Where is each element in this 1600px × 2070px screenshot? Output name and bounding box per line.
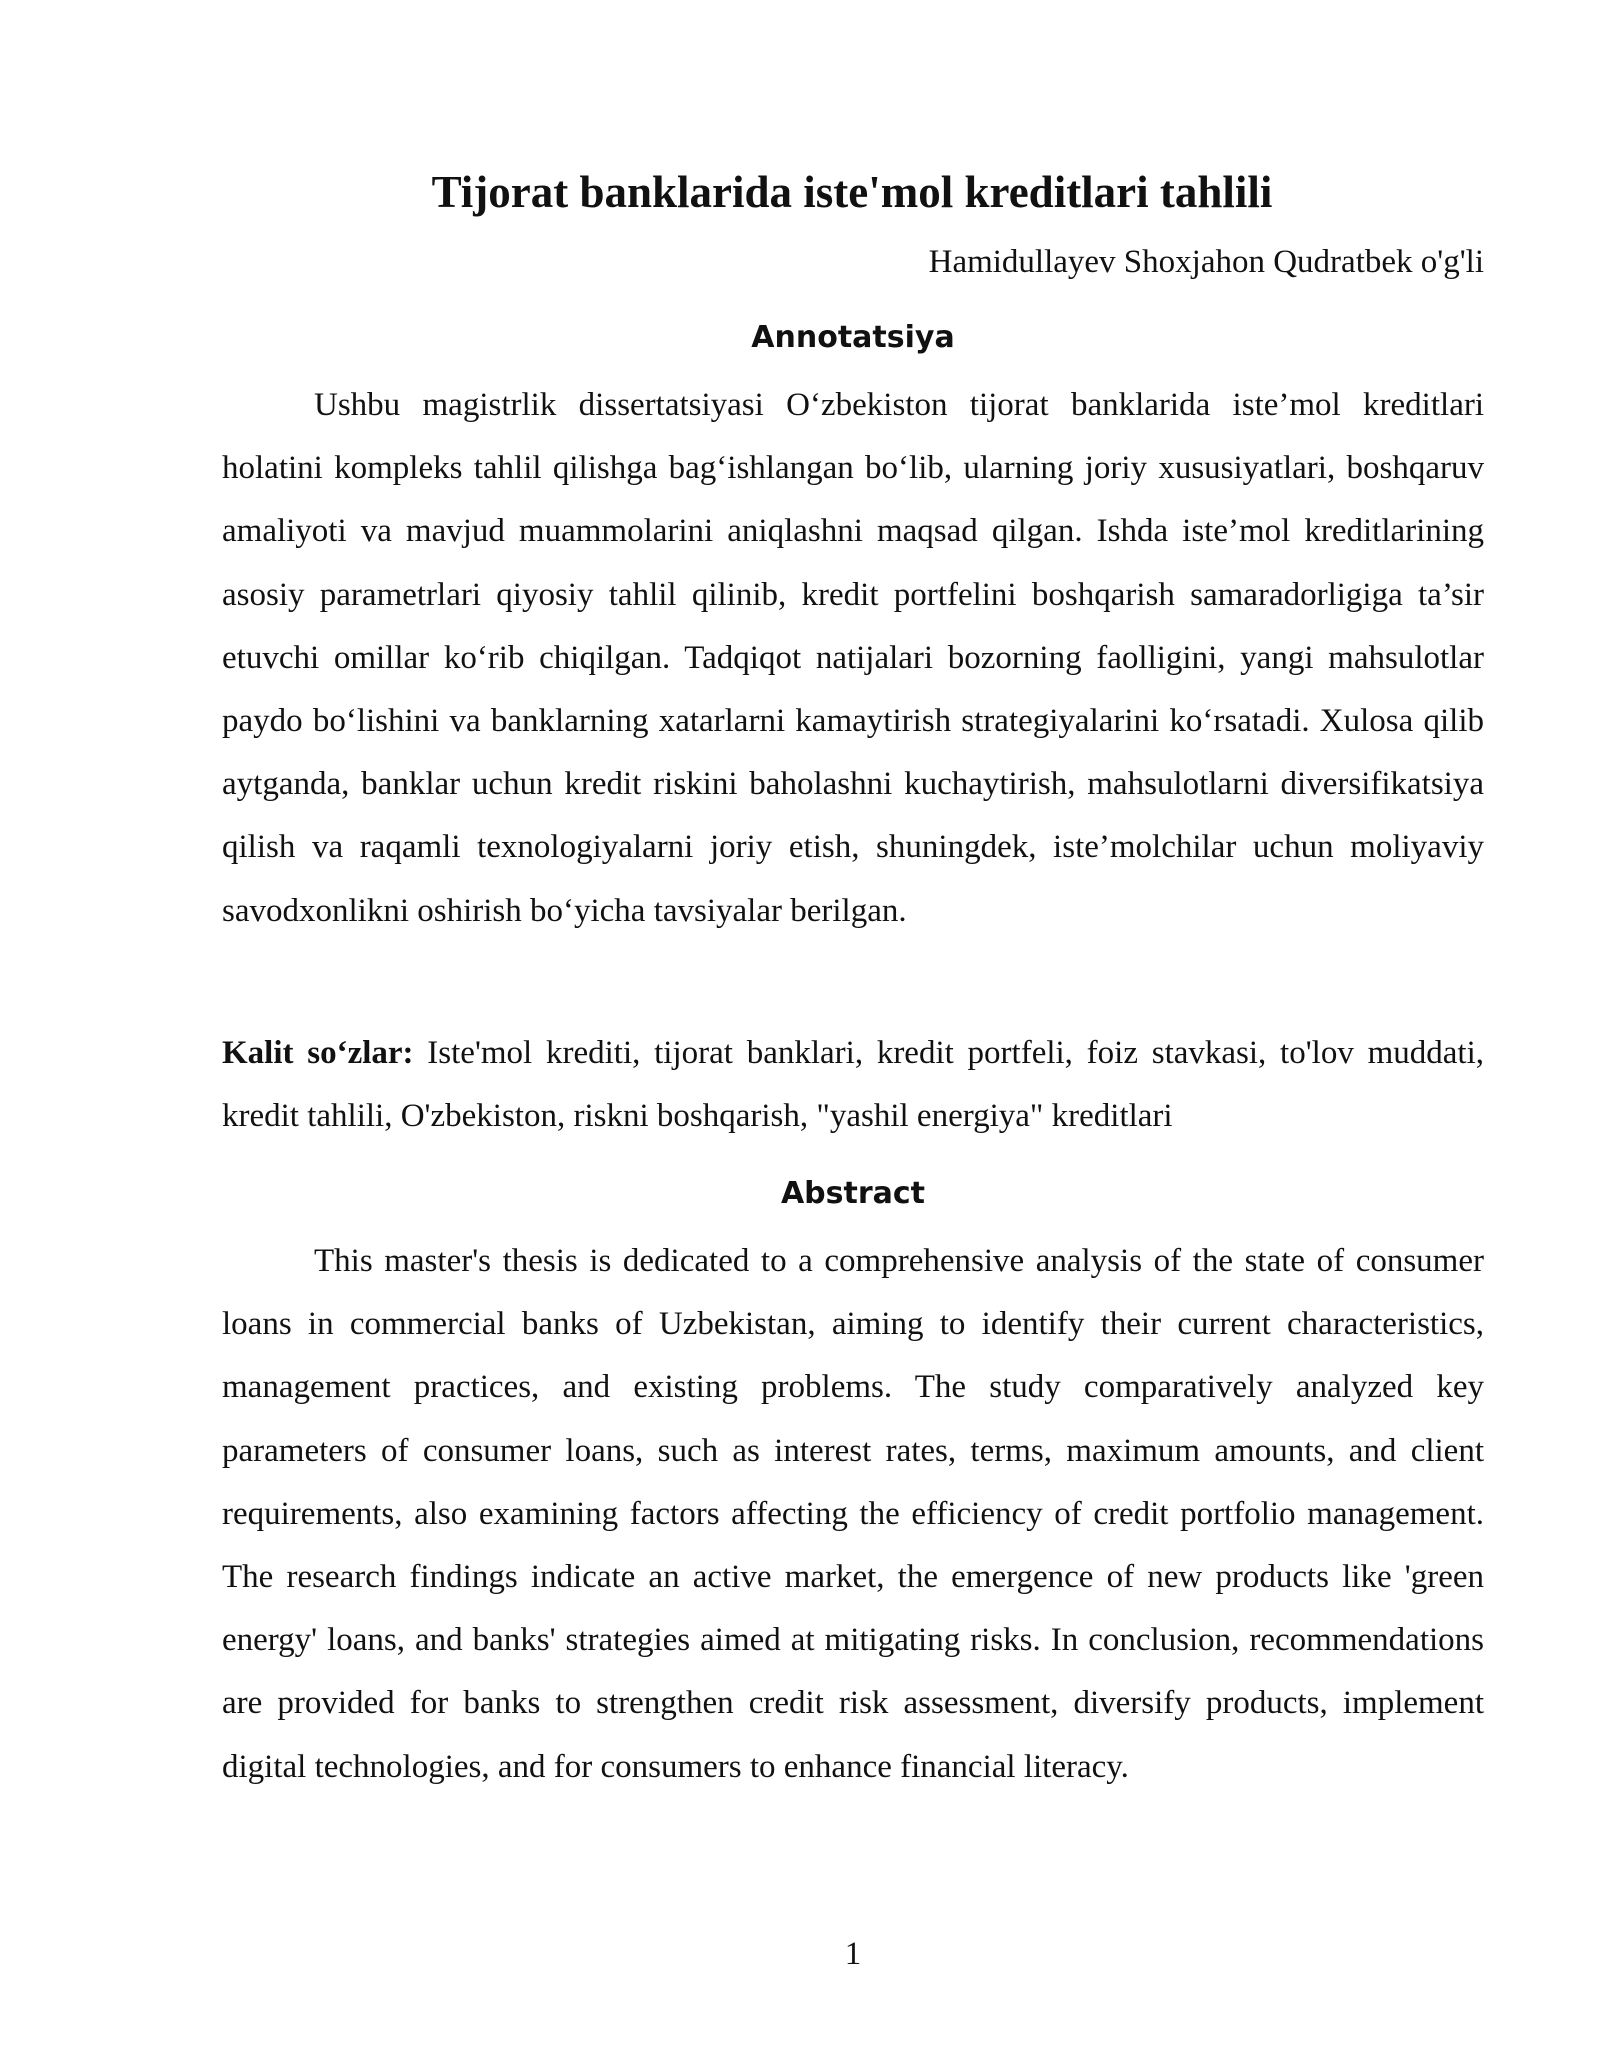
document-title: Tijorat banklarida iste'mol kreditlari tahlili	[431, 167, 1273, 217]
annotation-heading: Annotatsiya	[751, 320, 955, 355]
keywords-paragraph	[222, 1022, 1484, 1148]
author-name: Hamidullayev Shoxjahon Qudratbek o'g'li	[928, 244, 1484, 280]
abstract-heading: Abstract	[780, 1176, 926, 1211]
keywords-label: Kalit so‘zlar:	[222, 1035, 414, 1071]
page-number: 1	[844, 1936, 862, 1972]
abstract-paragraph: This master's thesis is dedicated to a comprehensive analysis of the state of consumer loans in commercial banks of Uzbekistan, aiming to identify their current characteristics, management practices, and existing problems. The study comparatively analyzed key parameters of consumer loans, such as interest rates, terms, maximum amounts, and client requirements, also examining factors affecting the efficiency of credit portfolio management. The research findings indicate an active market, the emergence of new products like 'green energy' loans, and banks' strategies aimed at mitigating risks. In conclusion, recommendations are provided for banks to strengthen credit risk assessment, diversify products, implement digital technologies, and for consumers to enhance financial literacy.	[222, 1243, 1484, 1785]
keywords-text: Iste'mol krediti, tijorat banklari, kredit portfeli, foiz stavkasi, to'lov muddati, kredit tahlili, O'zbekiston, riskni boshqarish, "yashil energiya" kreditlari	[222, 1035, 1485, 1134]
annotation-paragraph: Ushbu magistrlik dissertatsiyasi O‘zbekiston tijorat banklarida iste’mol kreditlari holatini kompleks tahlil qilishga bag‘ishlangan bo‘lib, ularning joriy xususiyatlari, boshqaruv amaliyoti va mavjud muammolarini aniqlashni maqsad qilgan. Ishda iste’mol kreditlarining asosiy parametrlari qiyosiy tahlil qilinib, kredit portfelini boshqarish samaradorligiga ta’sir etuvchi omillar ko‘rib chiqilgan. Tadqiqot natijalari bozorning faolligini, yangi mahsulotlar paydo bo‘lishini va banklarning xatarlarni kamaytirish strategiyalarini ko‘rsatadi. Xulosa qilib aytganda, banklar uchun kredit riskini baholashni kuchaytirish, mahsulotlarni diversifikatsiya qilish va raqamli texnologiyalarni joriy etish, shuningdek, iste’molchilar uchun moliyaviy savodxonlikni oshirish bo‘yicha tavsiyalar berilgan.	[222, 387, 1484, 929]
